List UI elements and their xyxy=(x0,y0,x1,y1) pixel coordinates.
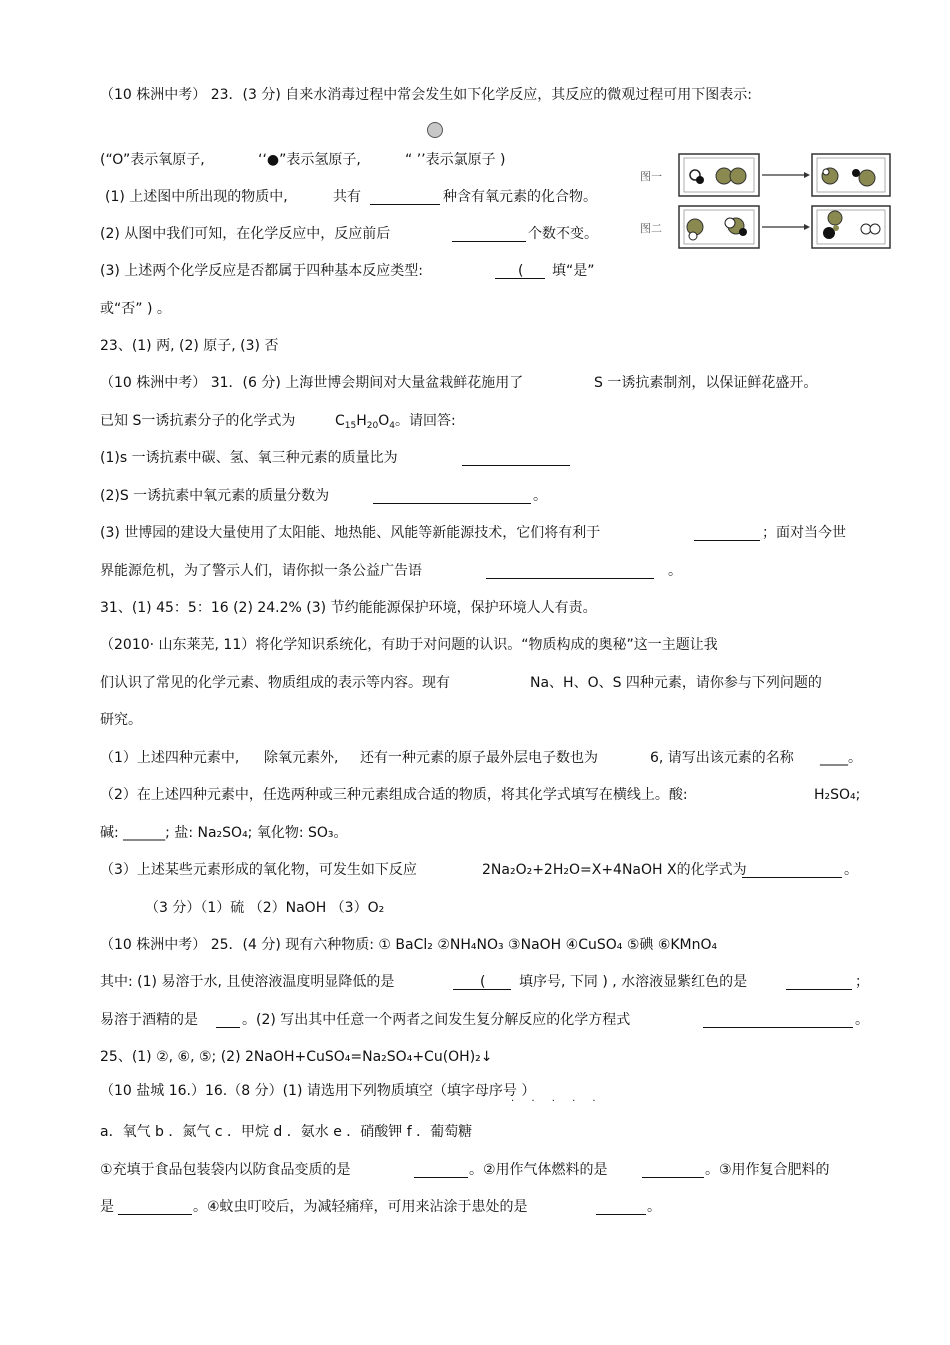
q23-p2a: (2) 从图中我们可知，在化学反应中，反应前后 xyxy=(100,226,391,242)
q31-p3c: 界能源危机，为了警示人们，请你拟一条公益广告语 xyxy=(100,563,422,579)
q23-p2b: 个数不变。 xyxy=(528,226,598,242)
q11-header-b: 们认识了常见的化学元素、物质组成的表示等内容。现有 xyxy=(100,675,450,691)
q11-p3-end: 。 xyxy=(844,862,858,878)
q23-p1b: 共有 xyxy=(333,189,361,205)
q25-blank-3[interactable] xyxy=(216,1013,240,1028)
q11-p1c: 还有一种元素的原子最外层电子数也为 xyxy=(360,750,598,766)
q31-p3b: ；面对当今世 xyxy=(762,525,846,541)
reaction-diagram xyxy=(638,148,894,254)
fig2-reactants-box xyxy=(679,206,759,248)
q25-p2b: 。(2) 写出其中任意一个两者之间发生复分解反应的化学方程式 xyxy=(242,1012,631,1028)
q23-answer: 23、(1) 两, (2) 原子, (3) 否 xyxy=(100,338,279,354)
q31-header-a: （10 株洲中考） 31．(6 分) 上海世博会期间对大量盆栽鲜花施用了 xyxy=(100,375,524,391)
q11-p1a: （1）上述四种元素中, xyxy=(100,750,240,766)
q23-legend-chlorine: “ ’’表示氯原子 ) xyxy=(405,152,506,168)
q11-header-a: （2010· 山东莱芜, 11）将化学知识系统化，有助于对问题的认识。“物质构成的奥秘”这一主题让我 xyxy=(100,637,718,653)
q25-p1b: ( xyxy=(480,974,486,990)
q31-answer: 31、(1) 45：5：16 (2) 24.2% (3) 节约能能源保护环境，保护环境人人有责。 xyxy=(100,600,597,616)
q16-p2a: 是 xyxy=(100,1199,114,1215)
q31-formula: $C_{15}H_{20}O_4$。请回答: xyxy=(335,413,456,431)
q16-emphasis-dots: · · · · · xyxy=(511,1096,603,1107)
figure-label-2: 图二 xyxy=(640,222,662,235)
q31-p3d: 。 xyxy=(668,563,682,579)
q11-p3a: （3）上述某些元素形成的氧化物，可发生如下反应 xyxy=(100,862,417,878)
q23-legend-oxygen: (“O”表示氧原子, xyxy=(100,152,205,168)
q16-p1a: ①充填于食品包装袋内以防食品变质的是 xyxy=(100,1162,351,1178)
q31-p2b: 。 xyxy=(533,488,547,504)
q25-p1a: 其中: (1) 易溶于水, 且使溶液温度明显降低的是 xyxy=(100,974,395,990)
q25-blank-4[interactable] xyxy=(703,1013,853,1028)
q11-p1d: 6, 请写出该元素的名称 xyxy=(650,750,794,766)
q23-p1a: (1) 上述图中所出现的物质中, xyxy=(105,189,288,205)
q31-p2a: (2)S 一诱抗素中氧元素的质量分数为 xyxy=(100,488,330,504)
q25-p1c: 填序号, 下同 ) , 水溶液显紫红色的是 xyxy=(519,974,748,990)
q31-header-b: S 一诱抗素制剂，以保证鲜花盛开。 xyxy=(594,375,818,391)
q11-p2a: （2）在上述四种元素中，任选两种或三种元素组成合适的物质，将其化学式填写在横线上。酸: xyxy=(100,787,688,803)
q23-p3b: ( xyxy=(518,263,524,279)
q25-p1d: ； xyxy=(855,974,869,990)
q16-header: （10 盐城 16.）16.（8 分）(1) 请选用下列物质填空（填字母序号 ） xyxy=(100,1083,536,1099)
q23-p3c: 填“是” xyxy=(552,263,595,279)
q16-blank-3[interactable] xyxy=(118,1200,192,1215)
q31-blank-3[interactable] xyxy=(694,526,760,541)
q11-p1e[interactable]: ____。 xyxy=(820,750,862,766)
q11-equation: 2Na₂O₂+2H₂O=X+4NaOH X的化学式为 xyxy=(482,862,747,878)
q23-blank-1[interactable] xyxy=(370,190,440,205)
q11-acid: H₂SO₄; xyxy=(814,787,861,803)
q25-blank-2[interactable] xyxy=(786,975,852,990)
q25-header: （10 株洲中考） 25．(4 分) 现有六种物质: ① BaCl₂ ②NH₄NO₃ ③NaOH ④CuSO₄ ⑤碘 ⑥KMnO₄ xyxy=(100,937,718,953)
q25-p2c: 。 xyxy=(855,1012,869,1028)
q11-answer: （3 分）（1）硫 （2）NaOH （3）O₂ xyxy=(145,900,385,916)
q16-p1c: 。③用作复合肥料的 xyxy=(705,1162,830,1178)
q11-elements: Na、H、O、S 四种元素，请你参与下列问题的 xyxy=(530,675,822,691)
figure-label-1: 图一 xyxy=(640,170,662,183)
q16-blank-2[interactable] xyxy=(642,1163,704,1178)
q11-header-c: 研究。 xyxy=(100,712,142,728)
q23-legend-hydrogen: ‘‘●”表示氢原子, xyxy=(258,152,361,168)
q31-blank-2[interactable] xyxy=(373,489,531,504)
q31-blank-1[interactable] xyxy=(462,451,570,466)
q16-p2c: 。 xyxy=(647,1199,661,1215)
fig1-reactants-box xyxy=(679,154,759,196)
q31-p1: (1)s 一诱抗素中碳、氢、氧三种元素的质量比为 xyxy=(100,450,398,466)
q16-blank-4[interactable] xyxy=(596,1200,646,1215)
q25-answer: 25、(1) ②, ⑥, ⑤; (2) 2NaOH+CuSO₄=Na₂SO₄+Cu(OH)₂↓ xyxy=(100,1049,493,1065)
q16-blank-1[interactable] xyxy=(414,1163,468,1178)
q25-p2a: 易溶于酒精的是 xyxy=(100,1012,198,1028)
q23-blank-2[interactable] xyxy=(452,227,526,242)
q11-p2b: 碱: ______; 盐: Na₂SO₄; 氧化物: SO₃。 xyxy=(100,825,348,841)
fig1-products-box xyxy=(812,154,890,196)
q23-p3d: 或“否” ) 。 xyxy=(100,301,171,317)
fig2-products-box xyxy=(812,206,890,248)
q23-header: （10 株洲中考） 23．(3 分) 自来水消毒过程中常会发生如下化学反应，其反应的微观过程可用下图表示: xyxy=(100,87,752,103)
q16-options: a．氧气 b ．氮气 c ．甲烷 d ．氨水 e ．硝酸钾 f ．葡萄糖 xyxy=(100,1124,473,1140)
q16-p1b: 。②用作气体燃料的是 xyxy=(469,1162,608,1178)
q31-blank-4[interactable] xyxy=(486,564,654,579)
q23-p3a: (3) 上述两个化学反应是否都属于四种基本反应类型: xyxy=(100,263,423,279)
q11-blank-x[interactable] xyxy=(742,863,842,878)
q11-p1b: 除氧元素外, xyxy=(264,750,339,766)
q16-p2b: 。④蚊虫叮咬后，为减轻痛痒，可用来沾涂于患处的是 xyxy=(193,1199,528,1215)
q31-formula-intro: 已知 S一诱抗素分子的化学式为 xyxy=(100,413,296,429)
q23-p1c: 种含有氧元素的化合物。 xyxy=(443,189,597,205)
q31-p3a: (3) 世博园的建设大量使用了太阳能、地热能、风能等新能源技术，它们将有利于 xyxy=(100,525,601,541)
chlorine-atom-icon xyxy=(427,122,443,138)
